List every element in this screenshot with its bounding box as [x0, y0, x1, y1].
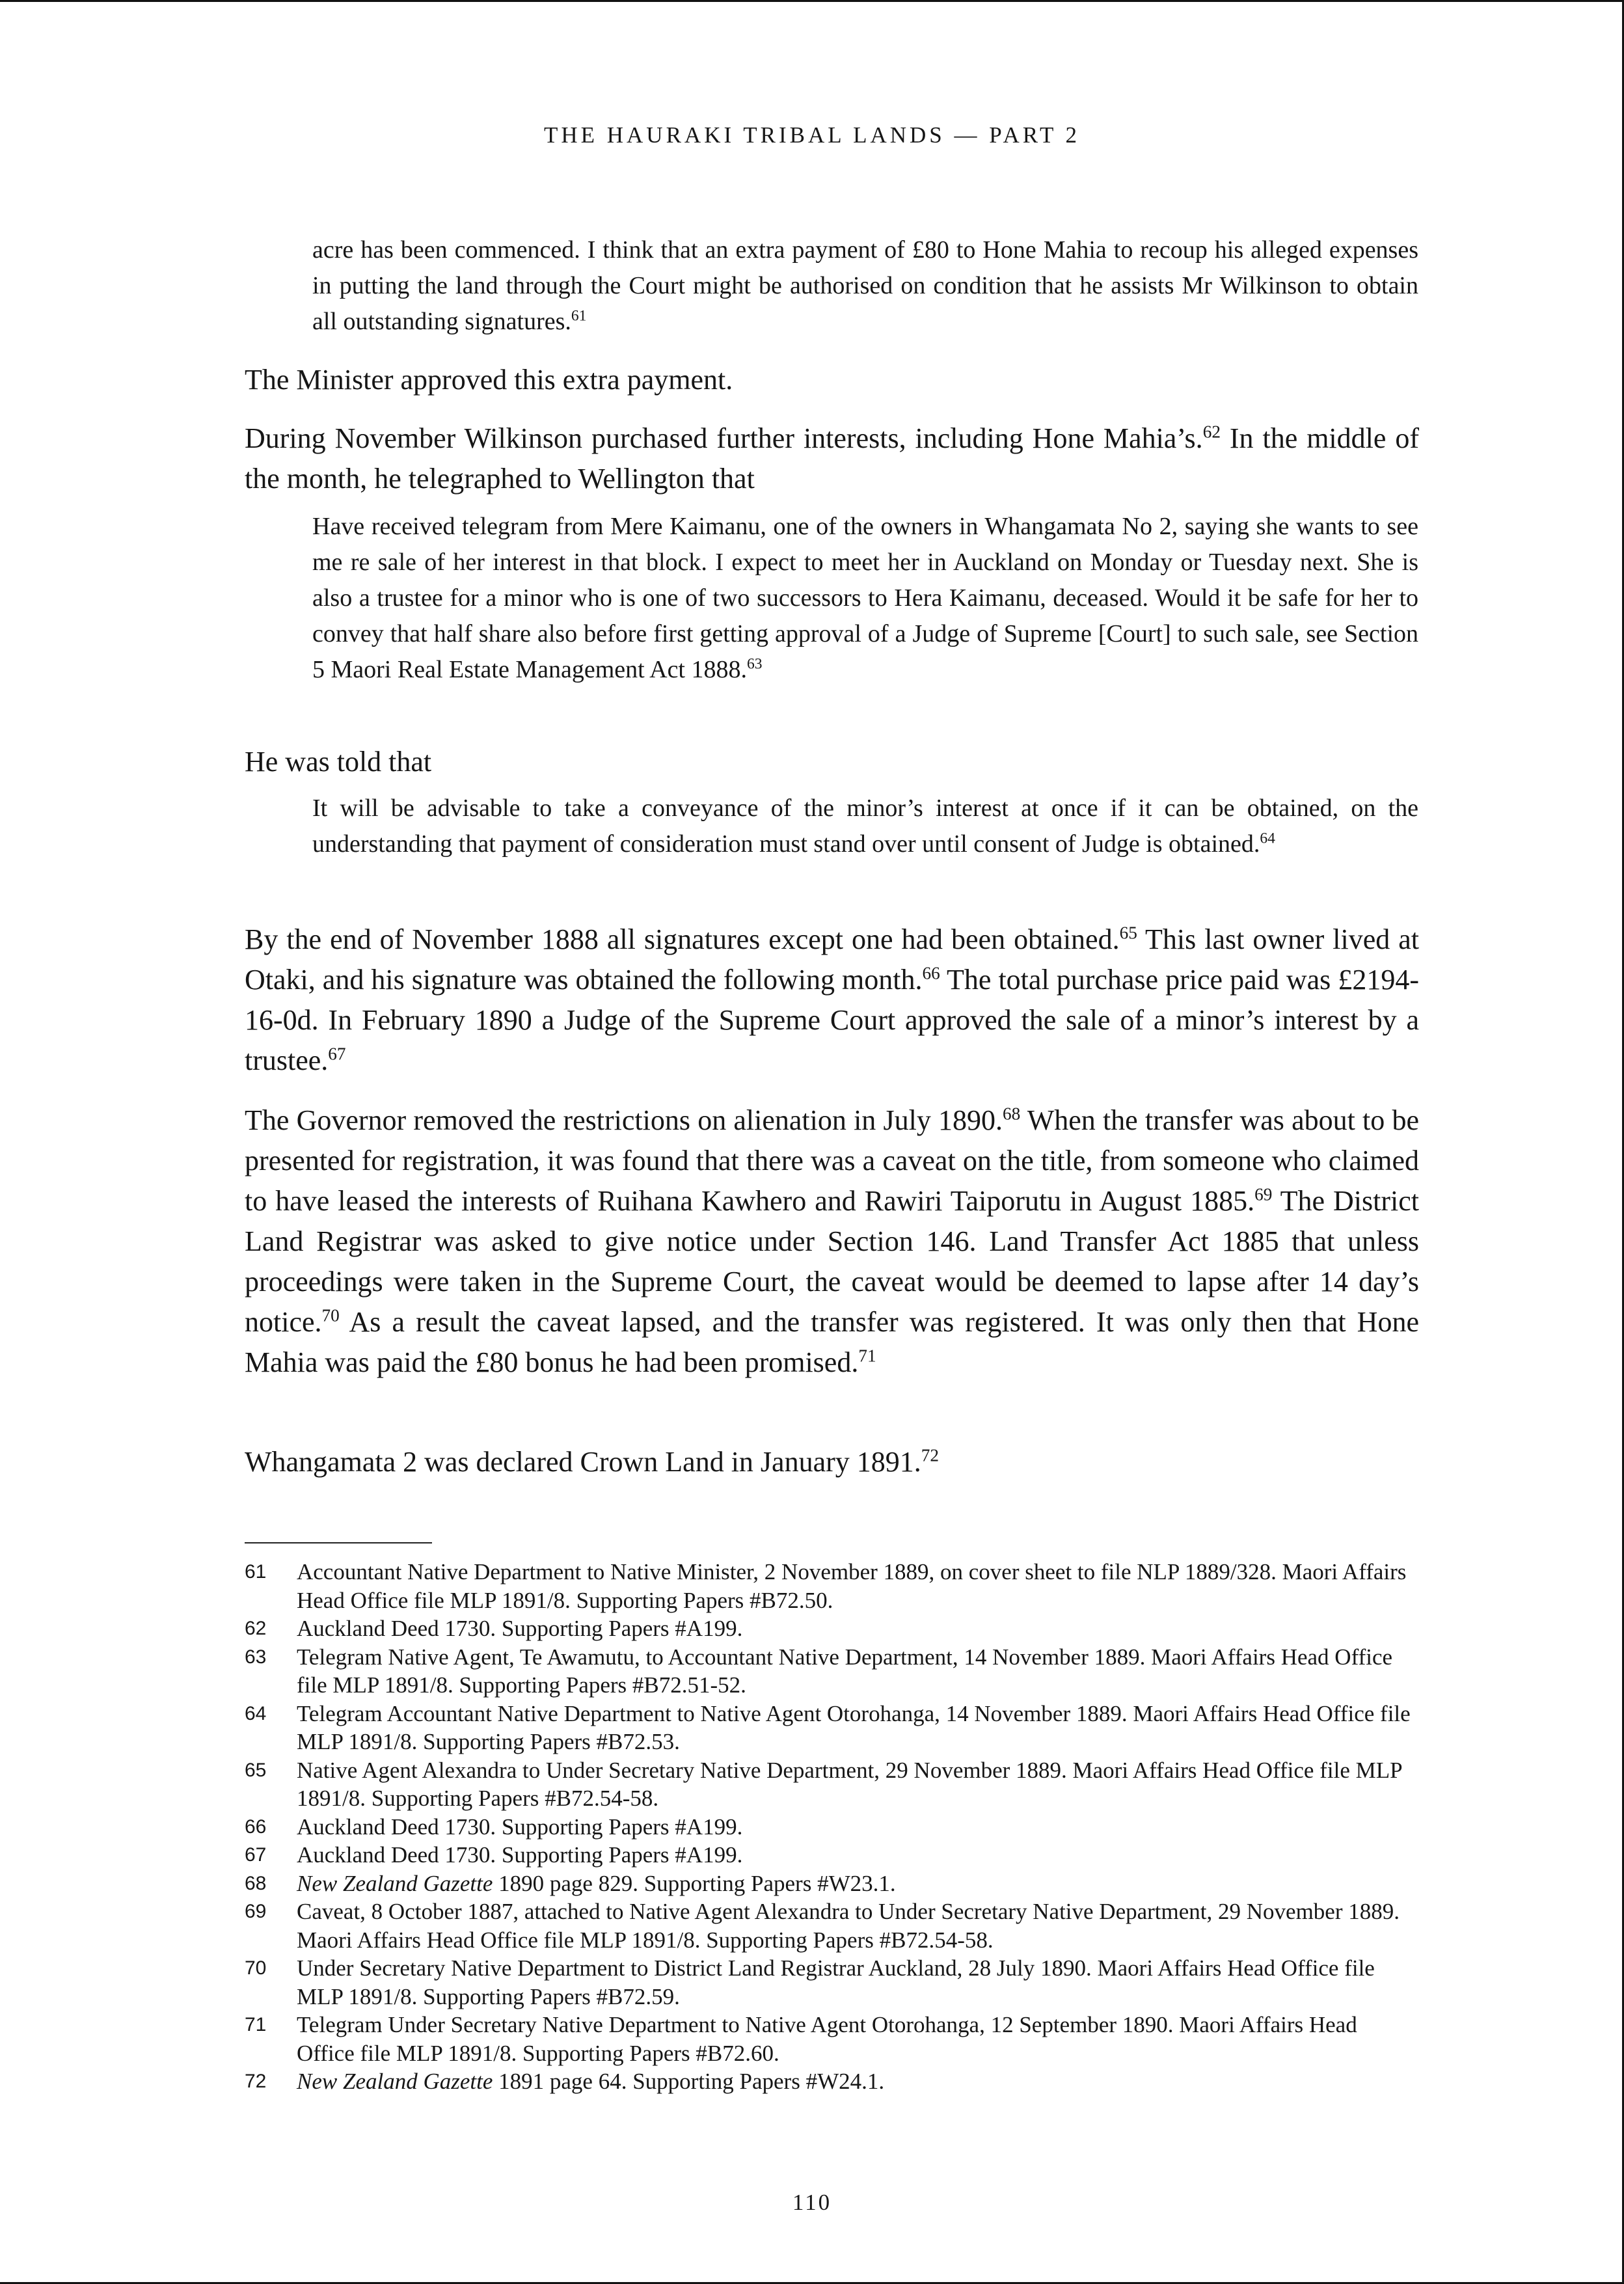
quote-text: acre has been commenced. I think that an extra payment of £80 to Hone Mahia to recoup his alleged expenses in putting the land through the Court might be authorised on condition that he assists Mr Wilkinson to obtain all outstanding signatures.	[312, 236, 1418, 335]
footnotes	[245, 1558, 1419, 2096]
paragraph-1: The Minister approved this extra payment.	[245, 364, 733, 396]
footnote-ref: 72	[921, 1445, 940, 1465]
paragraph-6	[245, 1442, 1419, 1482]
footnote-ref: 65	[1119, 923, 1137, 943]
paragraph-4	[245, 919, 1419, 1081]
paragraph-2	[245, 418, 1419, 499]
footnote-ref: 69	[1254, 1184, 1273, 1204]
paragraph-text: This last owner lived at Otaki, and his signature was obtained the following month.	[245, 923, 1419, 996]
paragraph-text: When the transfer was about to be presented for registration, it was found that there was a caveat on the title, from someone who claimed to have leased the interests of Ruihana Kawhero and Rawiri Taiporutu in August 1885.	[245, 1104, 1419, 1217]
footnote-text: Auckland Deed 1730. Supporting Papers #A199.	[297, 1842, 743, 1868]
paragraph-text: The Governor removed the restrictions on alienation in July 1890.	[245, 1104, 1003, 1136]
footnote-text: Telegram Accountant Native Department to Native Agent Otorohanga, 14 November 1889. Maori Affairs Head Office file MLP 1891/8. Supporting Papers #B72.53.	[297, 1700, 1411, 1754]
footnote	[245, 1700, 1419, 1756]
footnote-text-rest: 1890 page 829. Supporting Papers #W23.1.	[493, 1870, 896, 1896]
footnote	[245, 1614, 1419, 1643]
footnote-rule	[245, 1542, 432, 1543]
paragraph-5	[245, 1100, 1419, 1383]
footnote	[245, 1558, 1419, 1614]
footnote	[245, 1869, 1419, 1898]
footnote-text: Telegram Native Agent, Te Awamutu, to Accountant Native Department, 14 November 1889. Maori Affairs Head Office file MLP 1891/8. Supporting Papers #B72.51-52.	[297, 1644, 1393, 1698]
footnote	[245, 1813, 1419, 1842]
footnote-number: 68	[245, 1872, 267, 1894]
footnote-text: Auckland Deed 1730. Supporting Papers #A199.	[297, 1814, 743, 1840]
footnote	[245, 1643, 1419, 1700]
footnote-text	[297, 1869, 1419, 1898]
paragraph-text: By the end of November 1888 all signatures except one had been obtained.	[245, 923, 1120, 955]
block-quote-2	[312, 509, 1418, 688]
footnote-number: 70	[245, 1957, 267, 1979]
footnote-text: Telegram Under Secretary Native Department to Native Agent Otorohanga, 12 September 1890. Maori Affairs Head Office file MLP 1891/8. Supporting Papers #B72.60.	[297, 2012, 1357, 2066]
footnote-ref: 63	[747, 655, 763, 673]
footnote	[245, 2011, 1419, 2067]
footnote	[245, 2067, 1419, 2096]
paragraph-text: Whangamata 2 was declared Crown Land in January 1891.	[245, 1446, 921, 1478]
publication-title: New Zealand Gazette	[297, 2069, 493, 2094]
paragraph-3: He was told that	[245, 746, 432, 778]
page-number: 110	[792, 2190, 832, 2215]
footnote	[245, 1954, 1419, 2011]
block-quote-3	[312, 791, 1418, 862]
footnote	[245, 1841, 1419, 1869]
footnote-number: 67	[245, 1844, 267, 1866]
paragraph-text: In the middle of the month, he telegraphed to Wellington that	[245, 422, 1420, 495]
page-edge-top	[0, 0, 1624, 2]
footnote-ref: 70	[321, 1305, 340, 1326]
paragraph-text: The total purchase price paid was £2194-16-0d. In February 1890 a Judge of the Supreme Court approved the sale of a minor’s interest by a trustee.	[245, 964, 1420, 1076]
publication-title: New Zealand Gazette	[297, 1870, 493, 1896]
footnote-ref: 62	[1202, 422, 1221, 442]
footnote-text: Caveat, 8 October 1887, attached to Native Agent Alexandra to Under Secretary Native Department, 29 November 1889. Maori Affairs Head Office file MLP 1891/8. Supporting Papers #B72.54-58.	[297, 1899, 1400, 1953]
paragraph-text: As a result the caveat lapsed, and the transfer was registered. It was only then that Hone Mahia was paid the £80 bonus he had been promised.	[245, 1306, 1419, 1378]
footnote-ref: 64	[1260, 830, 1275, 847]
footnote-ref: 68	[1003, 1104, 1021, 1124]
footnote-ref: 61	[571, 307, 587, 325]
quote-text: It will be advisable to take a conveyance of the minor’s interest at once if it can be obtained, on the understanding that payment of consideration must stand over until consent of Judge is obtained.	[312, 795, 1418, 858]
footnote-number: 66	[245, 1815, 267, 1838]
footnote-number: 65	[245, 1759, 267, 1781]
footnote-text: Under Secretary Native Department to District Land Registrar Auckland, 28 July 1890. Maori Affairs Head Office file MLP 1891/8. Supporting Papers #B72.59.	[297, 1955, 1375, 2009]
footnote-text-rest: 1891 page 64. Supporting Papers #W24.1.	[493, 2069, 885, 2094]
quote-text: Have received telegram from Mere Kaimanu, one of the owners in Whangamata No 2, saying she wants to see me re sale of her interest in that block. I expect to meet her in Auckland on Monday or Tuesday next. She is also a trustee for a minor who is one of two successors to Hera Kaimanu, deceased. Would it be safe for her to convey that half share also before first getting approval of a Judge of Supreme [Court] to such sale, see Section 5 Maori Real Estate Management Act 1888.	[312, 513, 1418, 683]
footnote-ref: 71	[858, 1346, 876, 1366]
footnote-number: 63	[245, 1646, 267, 1668]
footnote-text	[297, 2067, 1419, 2096]
footnote-number: 62	[245, 1618, 267, 1639]
footnote-text: Accountant Native Department to Native Minister, 2 November 1889, on cover sheet to file NLP 1889/328. Maori Affairs Head Office file MLP 1891/8. Supporting Papers #B72.50.	[297, 1559, 1407, 1613]
footnote-number: 61	[245, 1561, 267, 1583]
footnote	[245, 1897, 1419, 1954]
footnote-number: 72	[245, 2071, 267, 2092]
footnote-text: Auckland Deed 1730. Supporting Papers #A199.	[297, 1616, 743, 1641]
footnote	[245, 1756, 1419, 1813]
paragraph-text: During November Wilkinson purchased further interests, including Hone Mahia’s.	[245, 422, 1203, 454]
footnote-ref: 67	[328, 1044, 346, 1064]
paragraph-text: The District Land Registrar was asked to give notice under Section 146. Land Transfer Act 1885 that unless proceedings were taken in the Supreme Court, the caveat would be deemed to lapse after 14 day’s notice.	[245, 1185, 1419, 1338]
footnote-number: 71	[245, 2014, 267, 2035]
footnote-number: 64	[245, 1702, 267, 1724]
footnote-number: 69	[245, 1901, 267, 1922]
footnote-ref: 66	[922, 963, 940, 983]
footnote-text: Native Agent Alexandra to Under Secretary Native Department, 29 November 1889. Maori Affairs Head Office file MLP 1891/8. Supporting Papers #B72.54-58.	[297, 1757, 1402, 1811]
running-head: THE HAURAKI TRIBAL LANDS — PART 2	[543, 122, 1081, 148]
block-quote-1	[312, 232, 1418, 340]
